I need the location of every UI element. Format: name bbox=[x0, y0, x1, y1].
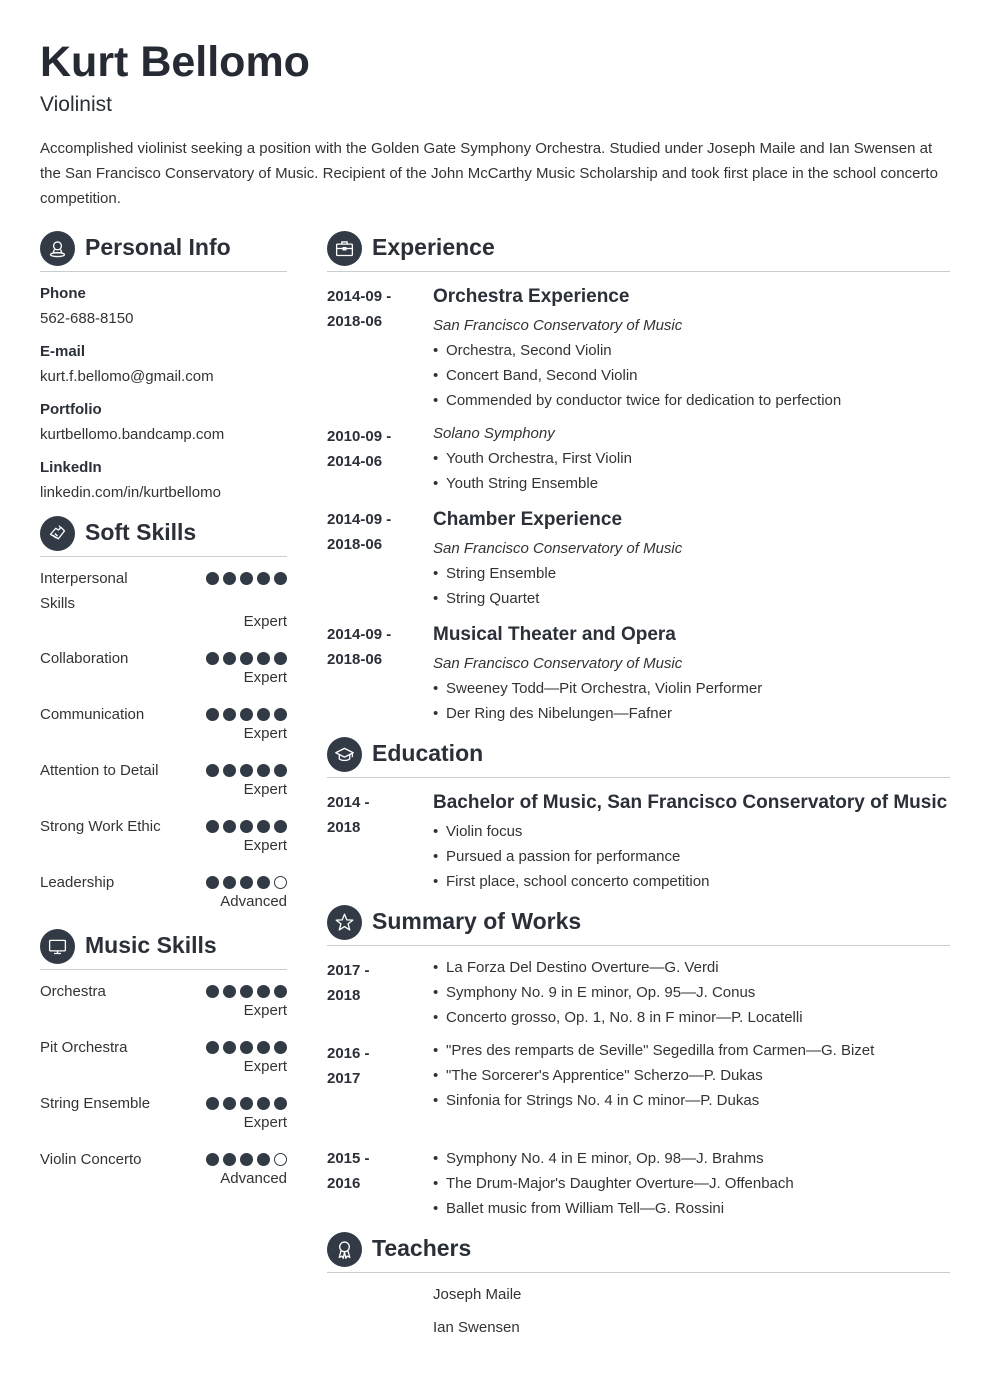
rating-dot-filled bbox=[240, 1097, 253, 1110]
rating-dot-filled bbox=[257, 1153, 270, 1166]
skill-row bbox=[40, 566, 287, 630]
skill-name: Strong Work Ethic bbox=[40, 818, 161, 835]
experience-org: San Francisco Conservatory of Music bbox=[433, 540, 683, 557]
education-date: 2014 - 2018 bbox=[327, 794, 370, 836]
skill-rating bbox=[206, 1041, 287, 1054]
skill-rating bbox=[206, 652, 287, 665]
skill-level: Expert bbox=[243, 781, 287, 798]
skill-level: Advanced bbox=[220, 1170, 287, 1187]
rating-dot-filled bbox=[240, 708, 253, 721]
rating-dot-filled bbox=[223, 1153, 236, 1166]
experience-bullet: • Commended by conductor twice for dedication to perfection bbox=[433, 388, 841, 413]
skill-level: Expert bbox=[243, 1002, 287, 1019]
skill-rating bbox=[206, 1153, 287, 1166]
rating-dot-filled bbox=[240, 820, 253, 833]
experience-bullet: • Youth Orchestra, First Violin bbox=[433, 446, 632, 471]
rating-dot-filled bbox=[223, 876, 236, 889]
experience-title: Chamber Experience bbox=[433, 509, 623, 530]
briefcase-icon bbox=[327, 231, 362, 266]
skill-name: Collaboration bbox=[40, 650, 129, 667]
teacher-name: Ian Swensen bbox=[433, 1319, 520, 1336]
skill-level: Advanced bbox=[220, 893, 287, 910]
rating-dot-filled bbox=[223, 1097, 236, 1110]
rating-dot-filled bbox=[223, 985, 236, 998]
skill-row bbox=[40, 870, 287, 918]
rating-dot-filled bbox=[206, 1041, 219, 1054]
skill-rating bbox=[206, 708, 287, 721]
rating-dot-filled bbox=[223, 1041, 236, 1054]
rating-dot-filled bbox=[206, 708, 219, 721]
skill-row bbox=[40, 814, 287, 862]
rating-dot-filled bbox=[206, 1153, 219, 1166]
rating-dot-filled bbox=[206, 572, 219, 585]
skill-row bbox=[40, 758, 287, 806]
rating-dot-filled bbox=[206, 876, 219, 889]
rating-dot-filled bbox=[223, 708, 236, 721]
education-bullet: • First place, school concerto competition bbox=[433, 869, 709, 894]
skill-name: Violin Concerto bbox=[40, 1151, 142, 1168]
rating-dot-filled bbox=[274, 708, 287, 721]
rating-dot-filled bbox=[257, 985, 270, 998]
rating-dot-filled bbox=[274, 985, 287, 998]
works-date: 2015 - 2016 bbox=[327, 1150, 370, 1192]
experience-bullet: • Concert Band, Second Violin bbox=[433, 363, 638, 388]
section-title: Experience bbox=[372, 234, 495, 260]
section-title: Education bbox=[372, 740, 484, 766]
skill-row bbox=[40, 1091, 287, 1139]
rating-dot-filled bbox=[223, 652, 236, 665]
candidate-role: Violinist bbox=[40, 93, 112, 116]
skill-level: Expert bbox=[243, 613, 287, 630]
experience-org: Solano Symphony bbox=[433, 425, 555, 442]
skill-rating bbox=[206, 572, 287, 585]
rating-dot-filled bbox=[257, 708, 270, 721]
experience-date: 2010-09 - 2014-06 bbox=[327, 428, 392, 470]
skill-row bbox=[40, 702, 287, 750]
rating-dot-filled bbox=[257, 820, 270, 833]
rating-dot-filled bbox=[240, 1153, 253, 1166]
rating-dot-filled bbox=[274, 572, 287, 585]
experience-bullet: • Youth String Ensemble bbox=[433, 471, 598, 496]
education-bullet: • Pursued a passion for performance bbox=[433, 844, 680, 869]
works-header bbox=[327, 905, 950, 946]
star-icon bbox=[327, 905, 362, 940]
experience-bullet: • String Quartet bbox=[433, 586, 539, 611]
skill-level: Expert bbox=[243, 837, 287, 854]
rating-dot-filled bbox=[274, 652, 287, 665]
rating-dot-filled bbox=[240, 572, 253, 585]
experience-date: 2014-09 - 2018-06 bbox=[327, 288, 392, 330]
rating-dot-filled bbox=[257, 572, 270, 585]
portfolio-label: Portfolio bbox=[40, 401, 102, 418]
linkedin-value[interactable]: linkedin.com/in/kurtbellomo bbox=[40, 484, 221, 501]
rating-dot-filled bbox=[257, 1041, 270, 1054]
award-ribbon-icon bbox=[327, 1232, 362, 1267]
section-title: Teachers bbox=[372, 1235, 472, 1261]
skill-row bbox=[40, 1035, 287, 1083]
works-date: 2017 - 2018 bbox=[327, 962, 370, 1004]
skill-level: Expert bbox=[243, 1114, 287, 1131]
email-value[interactable]: kurt.f.bellomo@gmail.com bbox=[40, 368, 214, 385]
skill-rating bbox=[206, 820, 287, 833]
works-bullet: • "The Sorcerer's Apprentice" Scherzo—P. Dukas bbox=[433, 1063, 763, 1088]
rating-dot-filled bbox=[257, 876, 270, 889]
works-bullet: • La Forza Del Destino Overture—G. Verdi bbox=[433, 955, 719, 980]
rating-dot-filled bbox=[206, 652, 219, 665]
skill-name: Orchestra bbox=[40, 983, 106, 1000]
rating-dot-filled bbox=[240, 1041, 253, 1054]
person-icon bbox=[40, 231, 75, 266]
section-title: Soft Skills bbox=[85, 519, 197, 545]
rating-dot-empty bbox=[274, 876, 287, 889]
experience-bullet: • Der Ring des Nibelungen—Fafner bbox=[433, 701, 672, 726]
rating-dot-filled bbox=[240, 876, 253, 889]
works-bullet: • "Pres des remparts de Seville" Segedilla from Carmen—G. Bizet bbox=[433, 1038, 874, 1063]
skill-name: Attention to Detail bbox=[40, 762, 159, 779]
section-title: Music Skills bbox=[85, 932, 217, 958]
section-title: Summary of Works bbox=[372, 908, 582, 934]
skill-level: Expert bbox=[243, 1058, 287, 1075]
rating-dot-filled bbox=[240, 764, 253, 777]
experience-date: 2014-09 - 2018-06 bbox=[327, 511, 392, 553]
education-bullet: • Violin focus bbox=[433, 819, 522, 844]
skill-name: Communication bbox=[40, 706, 145, 723]
candidate-name: Kurt Bellomo bbox=[40, 38, 310, 86]
teacher-name: Joseph Maile bbox=[433, 1286, 522, 1303]
skill-row bbox=[40, 1147, 287, 1195]
section-title: Personal Info bbox=[85, 234, 231, 260]
rating-dot-filled bbox=[257, 764, 270, 777]
rating-dot-filled bbox=[240, 652, 253, 665]
rating-dot-filled bbox=[240, 985, 253, 998]
works-bullet: • Symphony No. 4 in E minor, Op. 98—J. Brahms bbox=[433, 1146, 764, 1171]
experience-title: Musical Theater and Opera bbox=[433, 624, 676, 645]
music-skills-header bbox=[40, 929, 287, 970]
skill-name: String Ensemble bbox=[40, 1095, 151, 1112]
email-label: E-mail bbox=[40, 343, 86, 360]
graduation-cap-icon bbox=[327, 737, 362, 772]
works-bullet: • Ballet music from William Tell—G. Rossini bbox=[433, 1196, 724, 1221]
experience-date: 2014-09 - 2018-06 bbox=[327, 626, 392, 668]
handshake-icon bbox=[40, 516, 75, 551]
portfolio-value[interactable]: kurtbellomo.bandcamp.com bbox=[40, 426, 225, 443]
works-bullet: • Sinfonia for Strings No. 4 in C minor—P. Dukas bbox=[433, 1088, 759, 1113]
rating-dot-filled bbox=[206, 1097, 219, 1110]
experience-org: San Francisco Conservatory of Music bbox=[433, 655, 683, 672]
rating-dot-filled bbox=[274, 1041, 287, 1054]
skill-name: Pit Orchestra bbox=[40, 1039, 128, 1056]
skill-name: Leadership bbox=[40, 874, 115, 891]
experience-title: Orchestra Experience bbox=[433, 286, 630, 307]
works-bullet: • Symphony No. 9 in E minor, Op. 95—J. Conus bbox=[433, 980, 755, 1005]
rating-dot-filled bbox=[206, 764, 219, 777]
teachers-header bbox=[327, 1232, 950, 1273]
rating-dot-filled bbox=[257, 1097, 270, 1110]
rating-dot-filled bbox=[274, 764, 287, 777]
skill-rating bbox=[206, 876, 287, 889]
skill-row bbox=[40, 646, 287, 694]
skill-name: Interpersonal Skills bbox=[40, 570, 128, 612]
monitor-icon bbox=[40, 929, 75, 964]
experience-bullet: • Sweeney Todd—Pit Orchestra, Violin Performer bbox=[433, 676, 762, 701]
soft-skills-header bbox=[40, 516, 287, 557]
personal-info-header bbox=[40, 231, 287, 272]
works-date: 2016 - 2017 bbox=[327, 1045, 370, 1087]
rating-dot-filled bbox=[274, 820, 287, 833]
phone-label: Phone bbox=[40, 285, 86, 302]
rating-dot-empty bbox=[274, 1153, 287, 1166]
skill-rating bbox=[206, 764, 287, 777]
rating-dot-filled bbox=[274, 1097, 287, 1110]
rating-dot-filled bbox=[206, 985, 219, 998]
profile-summary: Accomplished violinist seeking a position with the Golden Gate Symphony Orchestra. Studied under Joseph Maile and Ian Swensen at the San Francisco Conservatory of Music. Recipient of the John McCarthy Music Scholarship and took first place in the school concerto competition. bbox=[40, 140, 938, 207]
experience-bullet: • Orchestra, Second Violin bbox=[433, 338, 612, 363]
works-bullet: • Concerto grosso, Op. 1, No. 8 in F minor—P. Locatelli bbox=[433, 1005, 803, 1030]
education-degree: Bachelor of Music, San Francisco Conservatory of Music bbox=[433, 792, 948, 813]
works-bullet: • The Drum-Major's Daughter Overture—J. Offenbach bbox=[433, 1171, 794, 1196]
rating-dot-filled bbox=[223, 820, 236, 833]
experience-org: San Francisco Conservatory of Music bbox=[433, 317, 683, 334]
skill-level: Expert bbox=[243, 669, 287, 686]
skill-row bbox=[40, 979, 287, 1027]
experience-bullet: • String Ensemble bbox=[433, 561, 556, 586]
rating-dot-filled bbox=[257, 652, 270, 665]
phone-value: 562-688-8150 bbox=[40, 310, 134, 327]
rating-dot-filled bbox=[223, 572, 236, 585]
experience-header bbox=[327, 231, 950, 272]
skill-level: Expert bbox=[243, 725, 287, 742]
education-header bbox=[327, 737, 950, 778]
skill-rating bbox=[206, 1097, 287, 1110]
linkedin-label: LinkedIn bbox=[40, 459, 102, 476]
rating-dot-filled bbox=[223, 764, 236, 777]
skill-rating bbox=[206, 985, 287, 998]
rating-dot-filled bbox=[206, 820, 219, 833]
